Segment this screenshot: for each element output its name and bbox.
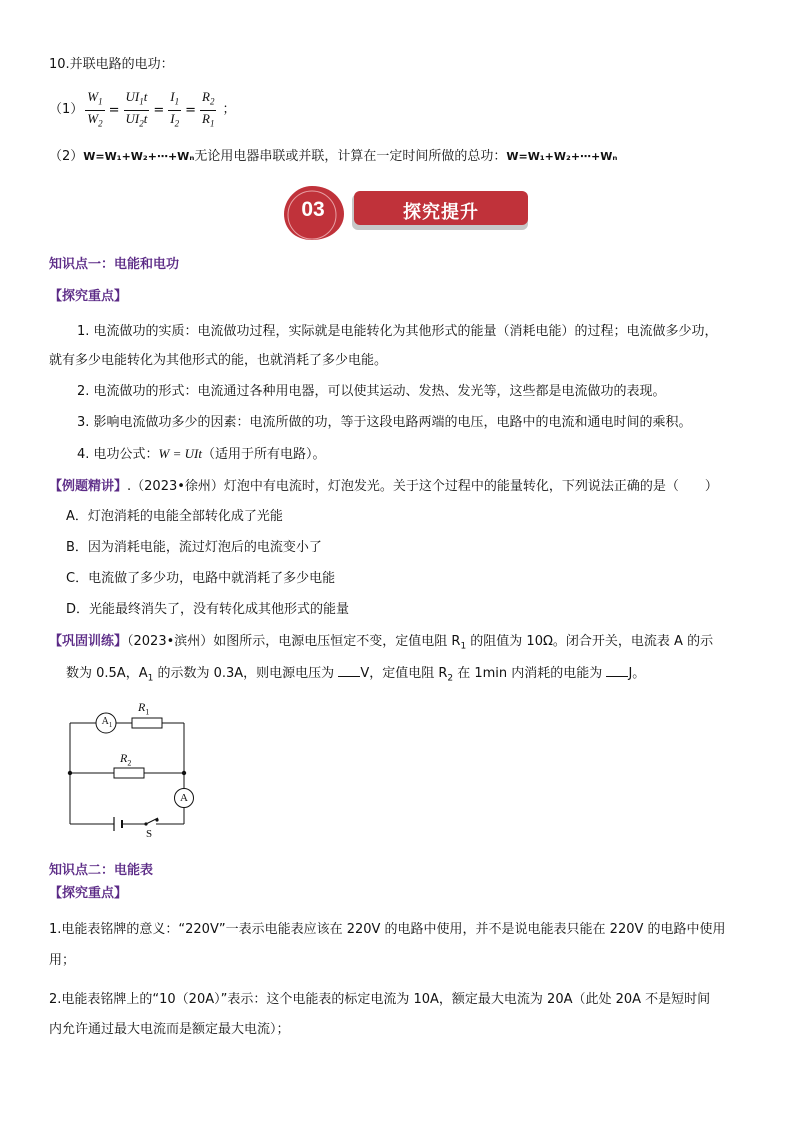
example-option-a: A．灯泡消耗的电能全部转化成了光能 (66, 509, 283, 524)
item10-p2: （2）W=W₁+W₂+⋯+Wₙ无论用电器串联或并联，计算在一定时间所做的总功：W=W₁+W₂+⋯+Wₙ (49, 149, 618, 164)
kp1-heading: 知识点一：电能和电功 (49, 257, 180, 272)
kp1-item-1: 1. 电流做功的实质：电流做功过程，实际就是电能转化为其他形式的能量（消耗电能）的过程；电流做多少功， (77, 324, 718, 339)
section-banner (282, 182, 532, 242)
resistor-r2-label: $R_2$ (120, 751, 132, 768)
fraction-ui1t-ui2t: $\frac{UI_1t}{UI_2t}$ (125, 88, 148, 129)
kp1-item-1-cont: 就有多少电能转化为其他形式的能，也就消耗了多少电能。 (49, 353, 388, 368)
example-option-c: C．电流做了多少功，电路中就消耗了多少电能 (66, 571, 336, 586)
work-formula: W = UIt (158, 446, 202, 461)
practice-line-2: 数为 0.5A，$A_1$ 的示数为 0.3A，则电源电压为 V，定值电阻 $R_2$ 在 1min 内消耗的电能为 J。 (66, 666, 646, 684)
fraction-i1-i2: $\frac{I_1}{I_2}$ (170, 88, 180, 129)
practice-label: 【巩固训练】 (49, 634, 128, 649)
example-question: 【例题精讲】.（2023•徐州）灯泡中有电流时，灯泡发光。关于这个过程中的能量转化，下列说法正确的是（ ） (49, 479, 718, 494)
kp2-item-1-cont: 用； (49, 953, 76, 968)
formula-total-work-2: W=W₁+W₂+⋯+Wₙ (506, 150, 618, 163)
section-number: 03 (301, 198, 325, 221)
ammeter-a1-label: $A_1$ (101, 716, 113, 729)
resistor-r1-label: $R_1$ (138, 700, 150, 717)
kp2-heading: 知识点二：电能表 (49, 863, 154, 878)
practice-line-1: 【巩固训练】（2023•滨州）如图所示，电源电压恒定不变，定值电阻 $R_1$ 的阻值为 10Ω。闭合开关，电流表 A 的示 (49, 634, 714, 652)
kp2-focus-label: 【探究重点】 (49, 886, 128, 901)
circuit-diagram (60, 696, 200, 842)
example-option-b: B．因为消耗电能，流过灯泡后的电流变小了 (66, 540, 322, 555)
kp1-item-3: 3. 影响电流做功多少的因素：电流所做的功，等于这段电路两端的电压，电路中的电流和通电时间的乘积。 (77, 415, 692, 430)
kp1-focus-label: 【探究重点】 (49, 289, 128, 304)
blank-energy[interactable] (606, 664, 628, 677)
fraction-r2-r1: $\frac{R_2}{R_1}$ (202, 88, 215, 129)
formula-total-work-1: W=W₁+W₂+⋯+Wₙ (83, 150, 195, 163)
kp2-item-1: 1.电能表铭牌的意义：“220V”一表示电能表应该在 220V 的电路中使用，并不是说电能表只能在 220V 的电路中使用 (49, 922, 726, 937)
example-label: 【例题精讲】 (49, 479, 128, 494)
kp1-item-2: 2. 电流做功的形式：电流通过各种用电器，可以使其运动、发热、发光等，这些都是电流做功的表现。 (77, 384, 666, 399)
kp1-item-4: 4. 电功公式：W = UIt（适用于所有电路）。 (77, 446, 326, 462)
ammeter-a-label: A (180, 792, 188, 804)
section-title: 探究提升 (403, 202, 479, 223)
example-option-d: D．光能最终消失了，没有转化成其他形式的能量 (66, 602, 350, 617)
fraction-w1-w2: $\frac{W_1}{W_2}$ (87, 88, 103, 129)
item10-formula-row: （1） $\frac{W_1}{W_2}$ = $\frac{UI_1t}{UI_2t}$ = $\frac{I_1}{I_2}$ = $\frac{R_2}{R_1}$ ； (49, 88, 236, 132)
kp2-item-2-cont: 内允许通过最大电流而是额定最大电流）； (49, 1022, 290, 1037)
blank-voltage[interactable] (338, 664, 360, 677)
switch-label: S (146, 828, 153, 840)
kp2-item-2: 2.电能表铭牌上的“10（20A）”表示：这个电能表的标定电流为 10A，额定最大电流为 20A（此处 20A 不是短时间 (49, 992, 711, 1007)
item10-p1-tail: ； (222, 102, 236, 117)
item10-p1-label: （1） (49, 102, 84, 117)
item10-title: 10.并联电路的电功： (49, 57, 174, 72)
